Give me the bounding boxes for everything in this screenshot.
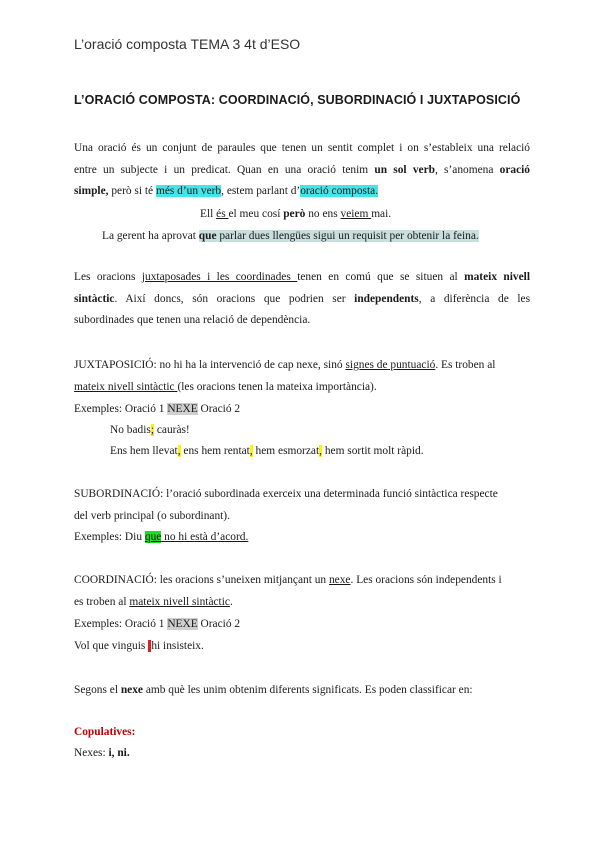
juxta-line-2 [74,379,377,395]
intro-example-2 [102,228,479,244]
nexe-box: NEXE [167,403,198,415]
text-span: Vol que vinguis [74,640,149,652]
intro-line-2 [74,162,530,178]
subord-line-1: SUBORDINACIÓ: l’oració subordinada exerceix una determinada funció sintàctica respecte [74,488,498,500]
copulatives-heading: Copulatives: [74,726,136,738]
bold-term: que [198,230,217,242]
text-span: ens hem rentat [180,445,250,457]
text-span: Exemples: Oració 1 [74,403,168,415]
juxta-examples-label [74,401,240,417]
para2-line-1 [74,269,530,285]
highlight-cyan: oració composta. [300,185,379,197]
punctuation-highlight: ; [150,424,154,436]
underlined-term: nexe [328,574,351,586]
text-span: Exemples: Oració 1 [74,618,168,630]
punctuation-highlight: , [177,445,181,457]
text-span: no ens [305,208,341,220]
nexe-highlight: que [144,531,162,543]
bold-term: mateix nivell [464,271,531,283]
copulatives-nexes [74,745,130,761]
text-span: Les oracions [74,271,142,283]
text-span: , s’anomena [434,164,500,176]
text-span: hem sortit molt ràpid. [321,445,424,457]
text-span: , estem parlant d’ [221,185,301,197]
text-span: , a diferència de les [418,293,531,305]
text-span: Nexes: [74,747,109,759]
bold-term: i, ni. [108,747,130,759]
text-span: Oració 2 [197,618,241,630]
page-header: L’oració composta TEMA 3 4t d’ESO [74,36,301,52]
para2-line-2 [74,291,530,307]
text-span: JUXTAPOSICIÓ: no hi ha la intervenció de cap nexe, sinó [74,359,346,371]
bold-term: sintàctic [74,293,115,305]
text-span: . Les oracions són independents i [350,574,502,586]
nexe-box: NEXE [167,618,198,630]
underlined-verb: veiem [340,208,372,220]
juxta-line-1 [74,357,495,373]
underlined-term: juxtaposades i les coordinades [141,271,298,283]
coord-example-1 [74,638,204,654]
text-span: mai. [371,208,392,220]
underlined-term: mateix nivell sintàctic [74,381,178,393]
text-span: Segons el [74,684,121,696]
text-span: parlar dues llengües sigui un requisit per obtenir la feina. [216,230,479,242]
text-span: (les oracions tenen la mateixa importància). [177,381,377,393]
coord-line-2 [74,594,233,610]
underlined-term: signes de puntuació [345,359,436,371]
subord-line-2: del verb principal (o subordinant). [74,510,230,522]
segons-line [74,682,473,698]
juxta-example-2 [110,443,424,459]
text-span: hem esmorzat [252,445,320,457]
punctuation-highlight: , [249,445,253,457]
text-span: Ell [200,208,217,220]
text-span: amb què les unim obtenim diferents significats. Es poden classificar en: [142,684,473,696]
text-span: hi insisteix. [151,640,204,652]
bold-term: independents [354,293,419,305]
underlined-term: no hi està d’acord. [161,531,249,543]
text-span: . Es troben al [435,359,496,371]
page-title: L’ORACIÓ COMPOSTA: COORDINACIÓ, SUBORDINACIÓ I JUXTAPOSICIÓ [74,93,521,107]
bold-term: nexe [120,684,143,696]
coord-examples-label [74,616,240,632]
bold-term: un sol verb [374,164,435,176]
text-span: es troben al [74,596,130,608]
para2-line-3: subordinades que tenen una relació de dependència. [74,314,311,326]
highlight-cyan: més d’un verb [155,185,222,197]
subord-example [74,529,248,545]
text-span: COORDINACIÓ: les oracions s’uneixen mitjançant un [74,574,329,586]
coord-line-1 [74,572,502,588]
intro-line-3 [74,183,378,199]
juxta-example-1 [110,422,190,438]
bold-term: oració [499,164,530,176]
text-span: No badis [110,424,151,436]
text-span: La gerent ha aprovat [102,230,199,242]
punctuation-highlight: , [319,445,322,457]
underlined-term: mateix nivell sintàctic [129,596,230,608]
intro-example-1 [200,206,391,222]
text-span: però si té [108,185,156,197]
text-span: . [229,596,233,608]
intro-line-1: Una oració és un conjunt de paraules que tenen un sentit complet i on s’estableix una relació [74,142,530,154]
text-span: el meu cosí [228,208,284,220]
bold-term: simple, [74,185,109,197]
nexe-highlight: i [148,640,152,652]
text-span: entre un subjecte i un predicat. Quan en una oració tenim [74,164,375,176]
text-span: Ens hem llevat [110,445,178,457]
text-span: Exemples: Diu [74,531,145,543]
bold-term: però [283,208,306,220]
text-span: tenen en comú que se situen al [297,271,465,283]
text-span: Oració 2 [197,403,241,415]
text-span: . Així doncs, són oracions que podrien ser [114,293,355,305]
text-span: cauràs! [154,424,190,436]
underlined-verb: és [216,208,229,220]
